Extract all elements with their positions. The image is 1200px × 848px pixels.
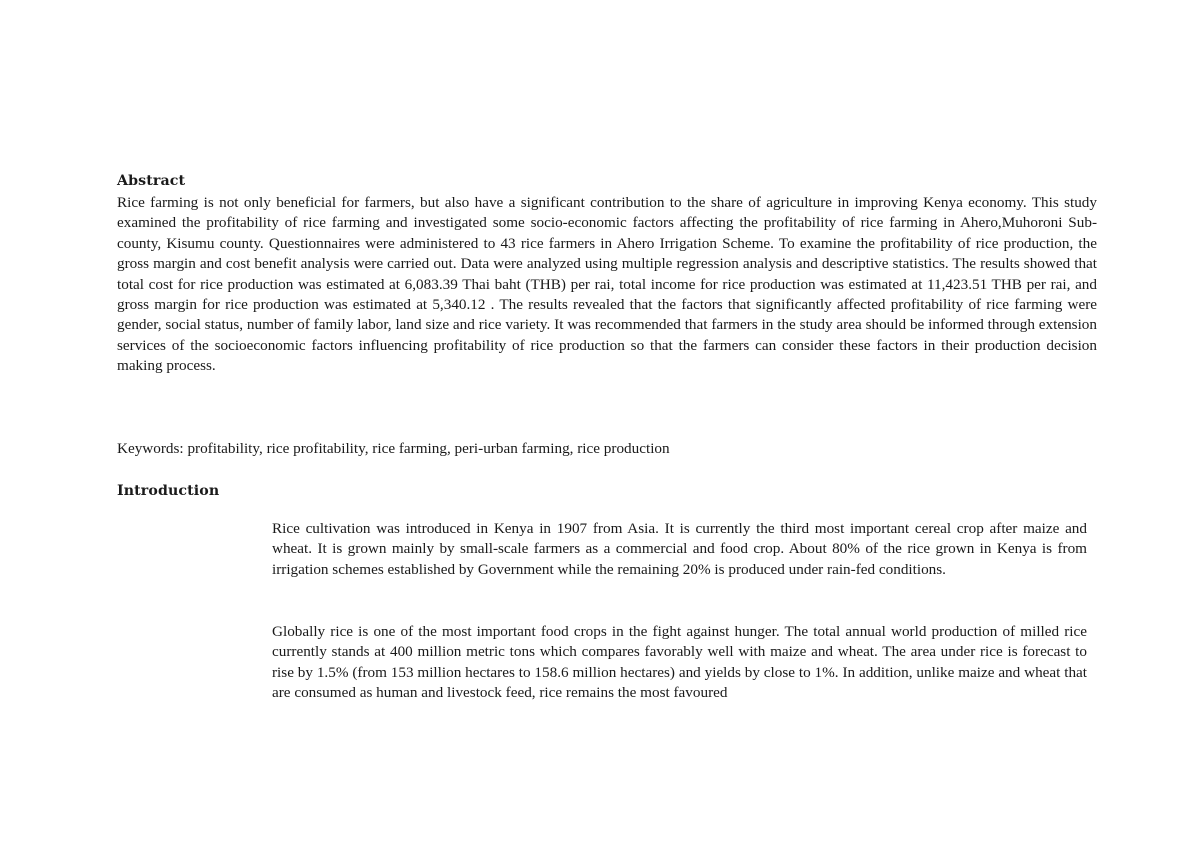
keywords-line: Keywords: profitability, rice profitability, rice farming, peri-urban farming, rice production	[117, 440, 670, 457]
abstract-heading: Abstract	[117, 173, 186, 189]
introduction-paragraph-2: Globally rice is one of the most important food crops in the fight against hunger. The total annual world production of milled rice currently stands at 400 million metric tons which compares favorably well with maize and wheat. The area under rice is forecast to rise by 1.5% (from 153 million hectares to 158.6 million hectares) and yields by close to 1%. In addition, unlike maize and wheat that are consumed as human and livestock feed, rice remains the most favoured	[272, 623, 1087, 702]
introduction-heading: Introduction	[117, 483, 220, 499]
introduction-paragraph-1: Rice cultivation was introduced in Kenya in 1907 from Asia. It is currently the third most important cereal crop after maize and wheat. It is grown mainly by small-scale farmers as a commercial and food crop. About 80% of the rice grown in Kenya is from irrigation schemes established by Government while the remaining 20% is produced under rain-fed conditions.	[272, 520, 1087, 578]
abstract-body: Rice farming is not only beneficial for farmers, but also have a significant contribution to the share of agriculture in improving Kenya economy. This study examined the profitability of rice farming and investigated some socio-economic factors affecting the profitability of rice farming in Ahero,Muhoroni Sub-county, Kisumu county. Questionnaires were administered to 43 rice farmers in Ahero Irrigation Scheme. To examine the profitability of rice production, the gross margin and cost benefit analysis were carried out. Data were analyzed using multiple regression analysis and descriptive statistics. The results showed that total cost for rice production was estimated at 6,083.39 Thai baht (THB) per rai, total income for rice production was estimated at 11,423.51 THB per rai, and gross margin for rice production was estimated at 5,340.12 . The results revealed that the factors that significantly affected profitability of rice farming were gender, social status, number of family labor, land size and rice variety. It was recommended that farmers in the study area should be informed through extension services of the socioeconomic factors influencing profitability of rice production so that the farmers can consider these factors in their production decision making process.	[117, 194, 1097, 375]
